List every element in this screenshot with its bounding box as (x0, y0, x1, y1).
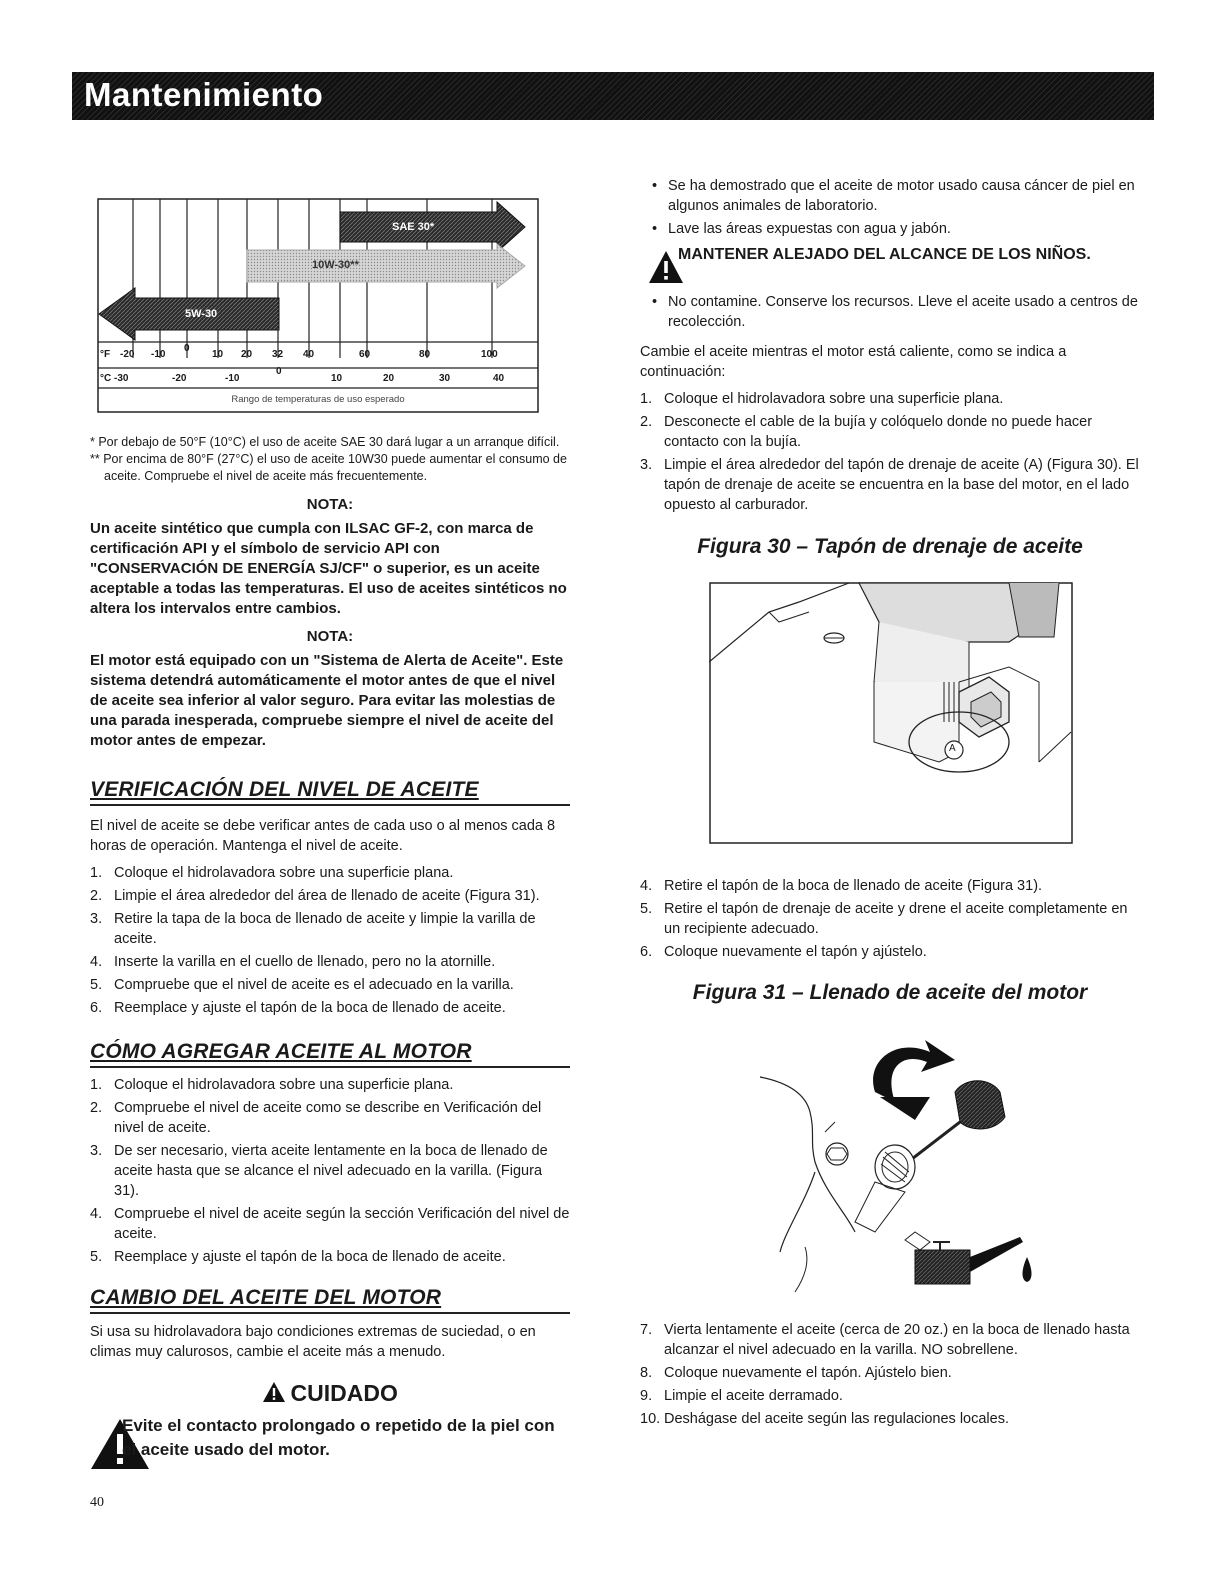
f-tick: 0 (184, 343, 190, 354)
c-tick: 20 (383, 373, 395, 384)
list-item: 4. Retire el tapón de la boca de llenado de aceite (Figura 31). (640, 878, 1043, 894)
change-steps-a (640, 389, 1140, 518)
check-steps (90, 863, 570, 1021)
oil-fill-drawing (755, 1022, 1045, 1302)
list-item: • No contamine. Conserve los recursos. Lleve el aceite usado a centros de recolección. (640, 292, 1140, 332)
list-item: 2. Compruebe el nivel de aceite como se describe en Verificación del nivel de aceite. (90, 1100, 542, 1136)
section-title: CAMBIO DEL ACEITE DEL MOTOR (90, 1286, 442, 1309)
list-item: 3. Retire la tapa de la boca de llenado de aceite y limpie la varilla de aceite. (90, 911, 536, 947)
change-section-intro: Si usa su hidrolavadora bajo condiciones extremas de suciedad, o en climas muy calurosos, cambie el aceite más a menudo. (90, 1324, 536, 1360)
note-text: Un aceite sintético que cumpla con ILSAC GF-2, con marca de certificación API y el símbolo de servicio API con "CONSERVACIÓN DE ENERGÍA SJ/CF" o superior, es un aceite aceptable a todas las temperaturas. El uso de aceites sintéticos no altera los intervalos entre cambios. (90, 520, 567, 617)
list-item: 2. Desconecte el cable de la bujía y colóquelo donde no puede hacer contacto con la bujía. (640, 414, 1093, 450)
list-item: 6. Reemplace y ajuste el tapón de la boca de llenado de aceite. (90, 1000, 506, 1016)
figure30-title: Figura 30 – Tapón de drenaje de aceite (697, 535, 1083, 558)
list-item: 6. Coloque nuevamente el tapón y ajústelo. (640, 944, 927, 960)
list-item: 9. Limpie el aceite derramado. (640, 1388, 843, 1404)
list-item: 5. Retire el tapón de drenaje de aceite y drene el aceite completamente en un recipiente adecuado. (640, 901, 1128, 937)
note-text: El motor está equipado con un "Sistema de Alerta de Aceite". Este sistema detendrá automáticamente el motor antes de que el nivel de aceite sea inferior al valor seguro. Para evitar las molestias de una parada inesperada, compruebe siempre el nivel de aceite del motor antes de empezar. (90, 652, 564, 749)
chart-caption: Rango de temperaturas de uso esperado (231, 394, 405, 405)
figure31-title: Figura 31 – Llenado de aceite del motor (692, 981, 1088, 1004)
list-item: • Se ha demostrado que el aceite de motor usado causa cáncer de piel en algunos animales de laboratorio. (640, 176, 1140, 216)
c-tick: -20 (172, 373, 187, 384)
section-heading-add (90, 1040, 570, 1068)
chart-footnotes (90, 434, 580, 485)
caution-text: Evite el contacto prolongado o repetido de la piel con el aceite usado del motor. (122, 1416, 555, 1459)
list-item: • Lave las áreas expuestas con agua y jabón. (640, 219, 1140, 239)
section-heading-change (90, 1286, 570, 1314)
footnote-1: * Por debajo de 50°F (10°C) el uso de aceite SAE 30 dará lugar a un arranque difícil. (90, 435, 560, 449)
c-tick: 30 (439, 373, 451, 384)
f-tick: °F (100, 349, 111, 360)
section-title: VERIFICACIÓN DEL NIVEL DE ACEITE (90, 778, 479, 801)
list-item: 8. Coloque nuevamente el tapón. Ajústelo bien. (640, 1365, 952, 1381)
change-steps-c (640, 1320, 1140, 1432)
c-tick: -30 (114, 373, 129, 384)
caution-title: CUIDADO (290, 1380, 398, 1406)
c-tick: 0 (276, 366, 282, 377)
page-title: Mantenimiento (84, 76, 324, 113)
list-item: 7. Vierta lentamente el aceite (cerca de 20 oz.) en la boca de llenado hasta alcanzar el nivel adecuado en la varilla. NO sobrellene. (640, 1322, 1130, 1358)
c-tick: °C (100, 373, 112, 384)
footnote-2: ** Por encima de 80°F (27°C) el uso de aceite 10W30 puede aumentar el consumo de aceite. Compruebe el nivel de aceite más frecuentemente. (90, 452, 567, 483)
f-tick: 40 (303, 349, 315, 360)
f-tick: -20 (120, 349, 135, 360)
list-item: 3. Limpie el área alrededor del tapón de drenaje de aceite (A) (Figura 30). El tapón de drenaje de aceite se encuentra en la base del motor, en el lado opuesto al carburador. (640, 457, 1139, 513)
f-tick: -10 (151, 349, 166, 360)
warning-triangle-icon (262, 1381, 286, 1403)
add-steps (90, 1075, 570, 1270)
note-title: NOTA: (306, 496, 354, 513)
oil-viscosity-chart (97, 198, 539, 413)
figure30-illustration (709, 582, 1073, 844)
section-title: CÓMO AGREGAR ACEITE AL MOTOR (90, 1040, 472, 1063)
callout-label-a: A (949, 743, 956, 754)
children-warning-text: MANTENER ALEJADO DEL ALCANCE DE LOS NIÑOS. (678, 246, 1091, 263)
bar-label-5w30: 5W-30 (185, 308, 218, 320)
list-item: 4. Compruebe el nivel de aceite según la sección Verificación del nivel de aceite. (90, 1206, 570, 1242)
note-1 (90, 496, 570, 619)
f-tick: 80 (419, 349, 431, 360)
list-item: 3. De ser necesario, vierta aceite lentamente en la boca de llenado de aceite hasta que se alcance el nivel adecuado en la varilla. (Figura 31). (90, 1143, 548, 1199)
c-tick: 40 (493, 373, 505, 384)
drain-plug-drawing (709, 582, 1073, 844)
f-tick: 32 (272, 349, 284, 360)
change-intro: Cambie el aceite mientras el motor está caliente, como se indica a continuación: (640, 344, 1067, 380)
oil-chart-graphic (97, 198, 539, 413)
c-tick: 10 (331, 373, 343, 384)
figure31-illustration (755, 1022, 1045, 1302)
list-item: 4. Inserte la varilla en el cuello de llenado, pero no la atornille. (90, 954, 496, 970)
environment-bullets (640, 292, 1140, 335)
section-heading-check (90, 778, 570, 806)
c-tick: -10 (225, 373, 240, 384)
note-title: NOTA: (306, 628, 354, 645)
bar-label-10w30: 10W-30** (312, 259, 359, 271)
f-tick: 60 (359, 349, 371, 360)
list-item: 5. Reemplace y ajuste el tapón de la boca de llenado de aceite. (90, 1249, 506, 1265)
f-tick: 100 (481, 349, 498, 360)
page-header (72, 72, 1154, 120)
bar-label-sae30: SAE 30* (392, 221, 435, 233)
list-item: 1. Coloque el hidrolavadora sobre una superficie plana. (640, 391, 1004, 407)
f-tick: 20 (241, 349, 253, 360)
list-item: 5. Compruebe que el nivel de aceite es el adecuado en la varilla. (90, 977, 514, 993)
change-steps-b (640, 876, 1140, 965)
page-number: 40 (90, 1495, 104, 1510)
f-tick: 10 (212, 349, 224, 360)
list-item: 2. Limpie el área alrededor del área de llenado de aceite (Figura 31). (90, 888, 540, 904)
list-item: 10. Deshágase del aceite según las regulaciones locales. (640, 1411, 1009, 1427)
health-bullets (640, 176, 1140, 242)
note-2 (90, 628, 570, 751)
list-item: 1. Coloque el hidrolavadora sobre una superficie plana. (90, 865, 454, 881)
caution-heading (90, 1380, 570, 1407)
list-item: 1. Coloque el hidrolavadora sobre una superficie plana. (90, 1077, 454, 1093)
check-intro: El nivel de aceite se debe verificar antes de cada uso o al menos cada 8 horas de operación. Mantenga el nivel de aceite. (90, 818, 556, 854)
